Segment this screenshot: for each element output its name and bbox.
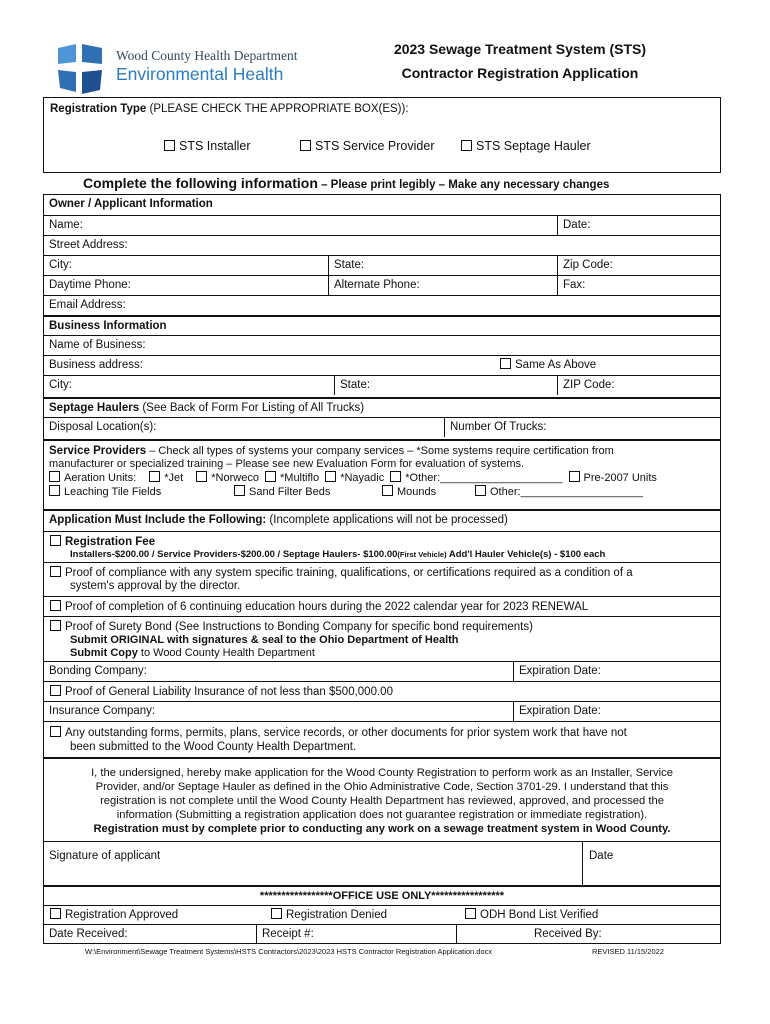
date-field[interactable]: Date: [557, 216, 720, 235]
liability-insurance-item[interactable]: Proof of General Liability Insurance of not less than $500,000.00 [50, 685, 393, 699]
checkbox-mounds[interactable] [382, 485, 393, 496]
footer-file-path: W:\Environment\Sewage Treatment Systems\HSTS Contractors\2023\2023 HSTS Contractor Registration Application.docx [85, 947, 493, 956]
checkbox-other2[interactable] [475, 485, 486, 496]
registration-type-box [43, 97, 721, 173]
application-heading: Application Must Include the Following: (Incomplete applications will not be processed) [49, 514, 508, 526]
number-of-trucks-field[interactable]: Number Of Trucks: [444, 418, 720, 437]
proof-compliance-item[interactable]: Proof of compliance with any system specific training, qualifications, or certifications required as a condition of a [50, 566, 633, 580]
septage-haulers-heading: Septage Haulers (See Back of Form For Listing of All Trucks) [49, 402, 365, 414]
leaching-row: Leaching Tile Fields [49, 485, 161, 499]
registration-type-heading: Registration Type (PLEASE CHECK THE APPROPRIATE BOX(ES)): [50, 103, 409, 115]
fee-detail: Installers-$200.00 / Service Providers-$200.00 / Septage Haulers- $100.00(First Vehicle) Add'l Hauler Vehicle(s) - $100 each [70, 549, 606, 560]
signature-date-field[interactable]: Date [589, 850, 614, 862]
checkbox[interactable] [50, 908, 61, 919]
registration-approved-item[interactable]: Registration Approved [50, 908, 178, 922]
alternate-phone-field[interactable]: Alternate Phone: [328, 276, 420, 295]
other2-row: Other:____________________ [475, 485, 643, 499]
checkbox-nayadic[interactable] [325, 471, 336, 482]
registration-fee-item[interactable]: Registration Fee [50, 535, 155, 549]
business-address-field[interactable]: Business address: [49, 359, 143, 371]
receipt-number-field[interactable]: Receipt #: [256, 925, 314, 943]
mounds-row: Mounds [382, 485, 436, 499]
logo-line2: Environmental Health [116, 64, 284, 84]
checkbox-other[interactable] [390, 471, 401, 482]
street-address-field[interactable]: Street Address: [49, 239, 128, 251]
option-sts-installer[interactable]: STS Installer [164, 139, 251, 153]
outstanding-docs-cont: been submitted to the Wood County Health Department. [70, 741, 357, 753]
declaration-box [43, 758, 721, 886]
business-city-field[interactable]: City: [49, 379, 72, 391]
city-field[interactable]: City: [49, 259, 72, 271]
checkbox[interactable] [300, 140, 311, 151]
signature-applicant-field[interactable]: Signature of applicant [49, 850, 161, 862]
application-requirements-box [43, 510, 721, 758]
checkbox[interactable] [465, 908, 476, 919]
option-sts-service-provider[interactable]: STS Service Provider [300, 139, 434, 153]
checkbox-multiflo[interactable] [265, 471, 276, 482]
checkbox[interactable] [164, 140, 175, 151]
aeration-units-row: Aeration Units: *Jet *Norweco *Multiflo *Nayadic *Other:____________________ Pre-2007 Units [49, 471, 657, 485]
insurance-expiration-field[interactable]: Expiration Date: [513, 702, 720, 721]
insurance-company-field[interactable]: Insurance Company: [49, 705, 156, 717]
state-field[interactable]: State: [328, 256, 364, 275]
same-as-above-checkbox[interactable]: Same As Above [495, 356, 596, 375]
surety-bond-item[interactable]: Proof of Surety Bond (See Instructions to Bonding Company for specific bond requirements) [50, 620, 533, 634]
declaration-text: I, the undersigned, hereby make application for the Wood County Registration to perform work as an Installer, Service Provider, and/or Septage Hauler as defined in the Ohio Administrative Code, Section 3701-29. I understand that this registration is not complete until the Wood County Health Department has reviewed, approved, and processed the information (Submitting a registration application does not guarantee registration or immediate registration). Registration must by complete prior to conducting any work on a sewage treatment system in Wood County. [91, 767, 673, 835]
registration-denied-item[interactable]: Registration Denied [271, 908, 387, 922]
checkbox[interactable] [461, 140, 472, 151]
checkbox[interactable] [50, 685, 61, 696]
checkbox[interactable] [50, 620, 61, 631]
owner-heading: Owner / Applicant Information [49, 198, 213, 210]
option-sts-septage-hauler[interactable]: STS Septage Hauler [461, 139, 591, 153]
odh-bond-verified-item[interactable]: ODH Bond List Verified [465, 908, 598, 922]
bonding-company-field[interactable]: Bonding Company: [49, 665, 147, 677]
daytime-phone-field[interactable]: Daytime Phone: [49, 279, 131, 291]
business-state-field[interactable]: State: [334, 376, 370, 395]
checkbox[interactable] [50, 600, 61, 611]
checkbox-leaching[interactable] [49, 485, 60, 496]
footer-revised: REVISED 11/15/2022 [592, 947, 664, 956]
business-zip-field[interactable]: ZIP Code: [557, 376, 720, 395]
sand-filter-row: Sand Filter Beds [234, 485, 330, 499]
email-field[interactable]: Email Address: [49, 299, 126, 311]
disposal-location-field[interactable]: Disposal Location(s): [49, 421, 157, 433]
service-providers-note: manufacturer or specialized training – Please see new Evaluation Form for evaluation of systems. [49, 458, 525, 470]
checkbox[interactable] [50, 726, 61, 737]
checkbox-sand-filter[interactable] [234, 485, 245, 496]
outstanding-docs-item[interactable]: Any outstanding forms, permits, plans, service records, or other documents for prior system work that have not [50, 726, 627, 740]
checkbox-norweco[interactable] [196, 471, 207, 482]
logo-line1: Wood County Health Department [116, 48, 298, 63]
checkbox[interactable] [50, 566, 61, 577]
proof-education-item[interactable]: Proof of completion of 6 continuing education hours during the 2022 calendar year for 2023 RENEWAL [50, 600, 588, 614]
business-heading: Business Information [49, 320, 167, 332]
health-department-logo [54, 42, 304, 96]
service-providers-heading: Service Providers – Check all types of systems your company services – *Some systems require certification from [49, 445, 614, 457]
proof-compliance-cont: system's approval by the director. [70, 580, 241, 592]
service-providers-section [44, 439, 720, 509]
checkbox-jet[interactable] [149, 471, 160, 482]
checkbox[interactable] [49, 471, 60, 482]
checkbox-pre-2007[interactable] [569, 471, 580, 482]
bond-submit-copy: Submit Copy to Wood County Health Department [70, 647, 315, 659]
cross-logo-icon [54, 42, 108, 96]
zip-field[interactable]: Zip Code: [557, 256, 720, 275]
form-header [360, 37, 680, 85]
received-by-field[interactable]: Received By: [534, 928, 602, 940]
bond-submit-original: Submit ORIGINAL with signatures & seal to the Ohio Department of Health [70, 634, 459, 646]
form-subtitle: Contractor Registration Application [401, 65, 639, 81]
form-title: 2023 Sewage Treatment System (STS) [393, 41, 647, 57]
checkbox[interactable] [500, 358, 511, 369]
name-field[interactable]: Name: [49, 219, 83, 231]
office-use-box [43, 886, 721, 944]
owner-business-box [43, 194, 721, 510]
bond-expiration-field[interactable]: Expiration Date: [513, 662, 720, 681]
checkbox[interactable] [271, 908, 282, 919]
office-use-heading: *****************OFFICE USE ONLY***************** [259, 890, 505, 902]
checkbox[interactable] [50, 535, 61, 546]
business-name-field[interactable]: Name of Business: [49, 339, 146, 351]
date-received-field[interactable]: Date Received: [49, 928, 128, 940]
complete-heading: Complete the following information – Please print legibly – Make any necessary changes [83, 175, 610, 191]
fax-field[interactable]: Fax: [557, 276, 720, 295]
